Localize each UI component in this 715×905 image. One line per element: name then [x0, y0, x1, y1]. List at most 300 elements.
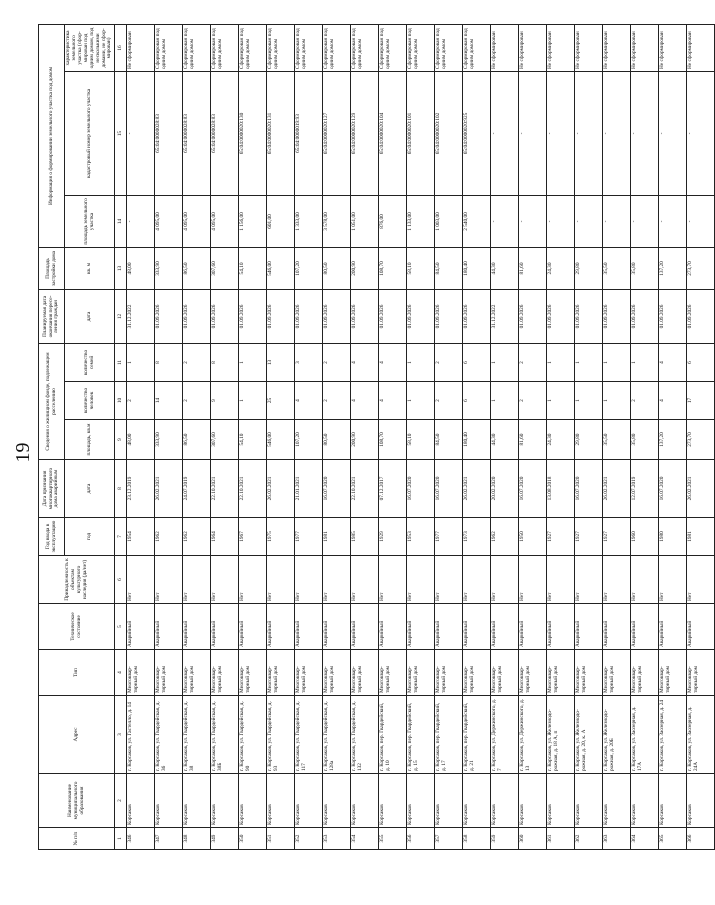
families-cell: 13 [267, 343, 295, 381]
building-area-cell: 307,60 [211, 247, 239, 289]
tech-state-cell: Аварийный [323, 604, 351, 650]
plan-date-cell: 01.09.2026 [295, 289, 323, 343]
people-cell: 1 [547, 382, 575, 420]
tech-state-cell: Аварийный [603, 604, 631, 650]
plan-date-cell: 01.09.2026 [155, 289, 183, 343]
building-area-cell: 29,80 [575, 247, 603, 289]
families-cell: 6 [463, 343, 491, 381]
type-cell: Многоквартирный дом [519, 650, 547, 696]
land-area-cell: 4 095,00 [183, 195, 211, 247]
municipality-cell: Корсаков [603, 774, 631, 828]
year-cell: 1962 [183, 518, 211, 556]
address-cell: г. Корсаков, ул. Гвардейская, д. 132 [351, 696, 379, 774]
column-number: 7 [115, 518, 127, 556]
recognition-date-cell: 16.07.2020 [519, 460, 547, 518]
building-area-cell: 333,90 [155, 247, 183, 289]
type-cell: Многоквартирный дом [575, 650, 603, 696]
people-cell: 4 [379, 382, 407, 420]
cadastral-cell: - [491, 71, 519, 195]
recognition-date-cell: 23.12.2019 [127, 460, 155, 518]
address-cell: г. Корсаков, пер. Гвардейский, д. 21 [463, 696, 491, 774]
heritage-cell: Нет [267, 556, 295, 604]
area-cell: 35,80 [631, 420, 659, 460]
cadastral-cell: 65:04:0000020:129 [351, 71, 379, 195]
municipality-cell: Корсаков [351, 774, 379, 828]
recognition-date-cell: 12.07.2019 [631, 460, 659, 518]
year-cell: 1950 [519, 518, 547, 556]
address-cell: г. Корсаков, пер. Гвардейский, д. 17 [435, 696, 463, 774]
type-cell: Многоквартирный дом [547, 650, 575, 696]
people-cell: 2 [183, 382, 211, 420]
plan-date-cell: 01.09.2026 [323, 289, 351, 343]
area-cell: 35,50 [603, 420, 631, 460]
people-cell: 14 [155, 382, 183, 420]
land-area-cell: 876,00 [379, 195, 407, 247]
plan-date-cell: 01.09.2026 [239, 289, 267, 343]
building-area-cell: 137,20 [659, 247, 687, 289]
recognition-date-cell: 26.02.2021 [687, 460, 715, 518]
heritage-cell: Нет [631, 556, 659, 604]
families-cell: 6 [687, 343, 715, 381]
heritage-cell: Нет [407, 556, 435, 604]
address-cell: г. Корсаков, пер. Гвардейский, д. 15 [407, 696, 435, 774]
column-number: 13 [115, 247, 127, 289]
land-status-cell: Сформирован под одним домом [295, 24, 323, 71]
land-area-cell: - [603, 195, 631, 247]
cadastral-cell: 65:04:0000028:83 [183, 71, 211, 195]
column-number: 6 [115, 556, 127, 604]
year-cell: 1927 [575, 518, 603, 556]
land-status-cell: Сформирован под одним домом [239, 24, 267, 71]
table-row [323, 24, 351, 849]
land-status-cell: Сформирован под одним домом [211, 24, 239, 71]
families-cell: 1 [631, 343, 659, 381]
address-cell: г. Корсаков, ул. Заозерная, д. 24А [687, 696, 715, 774]
area-cell: 80,50 [323, 420, 351, 460]
year-cell: 1967 [239, 518, 267, 556]
area-cell: 86,50 [183, 420, 211, 460]
people-cell: 2 [435, 382, 463, 420]
plan-date-cell: 01.09.2026 [575, 289, 603, 343]
row-number: 362 [575, 828, 603, 850]
area-cell: 44,30 [491, 420, 519, 460]
people-cell: 1 [575, 382, 603, 420]
address-cell: г. Корсаков, ул. Железнодорожная, д. 20, к. А [575, 696, 603, 774]
type-cell: Многоквартирный дом [407, 650, 435, 696]
tech-state-cell: Аварийный [547, 604, 575, 650]
type-cell: Многоквартирный дом [491, 650, 519, 696]
header-land-status: характеристика земельного участка (сформирован под одним домом, под несколькими домами, не сформирован) [65, 24, 115, 71]
recognition-date-cell: 22.10.2021 [239, 460, 267, 518]
address-cell: г. Корсаков, ул. Заозерная, д. 17А [631, 696, 659, 774]
building-area-cell: 44,30 [491, 247, 519, 289]
area-cell: 81,60 [519, 420, 547, 460]
table-row [547, 24, 575, 849]
type-cell: Многоквартирный дом [435, 650, 463, 696]
tech-state-cell: Аварийный [267, 604, 295, 650]
address-cell: г. Корсаков, ул. Гвардейская, д. 36 [155, 696, 183, 774]
heritage-cell: Нет [379, 556, 407, 604]
building-area-cell: 35,80 [631, 247, 659, 289]
address-cell: г. Корсаков, ул. Держинского, д. 7 [491, 696, 519, 774]
year-cell: 1964 [211, 518, 239, 556]
column-number: 2 [115, 774, 127, 828]
municipality-cell: Корсаков [435, 774, 463, 828]
row-number: 364 [631, 828, 659, 850]
area-cell: 180,40 [463, 420, 491, 460]
tech-state-cell: Аварийный [351, 604, 379, 650]
table-row [407, 24, 435, 849]
plan-date-cell: 31.12.2022 [491, 289, 519, 343]
table-row [267, 24, 295, 849]
year-cell: 1981 [323, 518, 351, 556]
housing-register-table [38, 24, 715, 850]
type-cell: Многоквартирный дом [295, 650, 323, 696]
land-status-cell: Не сформирован [127, 24, 155, 71]
building-area-cell: 84,50 [435, 247, 463, 289]
land-status-cell: Не сформирован [659, 24, 687, 71]
column-number-row [115, 24, 127, 849]
recognition-date-cell: 16.07.2020 [407, 460, 435, 518]
cadastral-cell: 65:04:0000028:83 [155, 71, 183, 195]
column-number: 9 [115, 420, 127, 460]
cadastral-cell: 65:04:0000020:130 [239, 71, 267, 195]
type-cell: Многоквартирный дом [155, 650, 183, 696]
land-area-cell: 1 133,00 [407, 195, 435, 247]
families-cell: 8 [211, 343, 239, 381]
row-number: 352 [295, 828, 323, 850]
land-area-cell: - [491, 195, 519, 247]
year-cell: 1975 [267, 518, 295, 556]
land-status-cell: Не сформирован [547, 24, 575, 71]
address-cell: г. Корсаков, пер. Гвардейский, д. 10 [379, 696, 407, 774]
area-cell: 84,50 [435, 420, 463, 460]
land-status-cell: Не сформирован [603, 24, 631, 71]
land-area-cell: 4 095,00 [211, 195, 239, 247]
table-row [631, 24, 659, 849]
families-cell: 1 [239, 343, 267, 381]
families-cell: 2 [323, 343, 351, 381]
row-number: 360 [519, 828, 547, 850]
area-cell: 200,90 [351, 420, 379, 460]
row-number: 355 [379, 828, 407, 850]
heritage-cell: Нет [659, 556, 687, 604]
tech-state-cell: Аварийный [659, 604, 687, 650]
land-area-cell: - [519, 195, 547, 247]
building-area-cell: 48,00 [127, 247, 155, 289]
heritage-cell: Нет [127, 556, 155, 604]
municipality-cell: Корсаков [463, 774, 491, 828]
address-cell: г. Корсаков, ул. Заозерная, д. 24 [659, 696, 687, 774]
plan-date-cell: 01.09.2026 [631, 289, 659, 343]
land-area-cell: - [547, 195, 575, 247]
column-number: 1 [115, 828, 127, 850]
cadastral-cell: 65:04:0000020:101 [407, 71, 435, 195]
row-number: 354 [351, 828, 379, 850]
land-status-cell: Сформирован под одним домом [435, 24, 463, 71]
tech-state-cell: Аварийный [435, 604, 463, 650]
year-cell: 1954 [127, 518, 155, 556]
table-row [211, 24, 239, 849]
row-number: 366 [687, 828, 715, 850]
heritage-cell: Нет [603, 556, 631, 604]
tech-state-cell: Аварийный [183, 604, 211, 650]
column-number: 3 [115, 696, 127, 774]
tech-state-cell: Аварийный [631, 604, 659, 650]
recognition-date-cell: 21.01.2021 [295, 460, 323, 518]
municipality-cell: Корсаков [407, 774, 435, 828]
row-number: 356 [407, 828, 435, 850]
area-cell: 58,10 [407, 420, 435, 460]
header-municipality: Наименование муниципального образования [39, 774, 115, 828]
row-number: 347 [155, 828, 183, 850]
area-cell: 24,30 [547, 420, 575, 460]
row-number: 358 [463, 828, 491, 850]
people-cell: 2 [323, 382, 351, 420]
heritage-cell: Нет [351, 556, 379, 604]
year-cell: 1927 [603, 518, 631, 556]
municipality-cell: Корсаков [379, 774, 407, 828]
row-number: 350 [239, 828, 267, 850]
municipality-cell: Корсаков [239, 774, 267, 828]
land-area-cell: 1 333,00 [295, 195, 323, 247]
people-cell: 4 [351, 382, 379, 420]
families-cell: 3 [295, 343, 323, 381]
municipality-cell: Корсаков [547, 774, 575, 828]
families-cell: 1 [407, 343, 435, 381]
recognition-date-cell: 16.07.2020 [659, 460, 687, 518]
heritage-cell: Нет [239, 556, 267, 604]
type-cell: Многоквартирный дом [659, 650, 687, 696]
cadastral-cell: 65:04:0000020:102 [435, 71, 463, 195]
recognition-date-cell: 20.02.2020 [491, 460, 519, 518]
column-number: 15 [115, 71, 127, 195]
type-cell: Многоквартирный дом [631, 650, 659, 696]
land-area-cell: - [575, 195, 603, 247]
people-cell: 25 [267, 382, 295, 420]
address-cell: г. Корсаков, ул. Держинского, д. 13 [519, 696, 547, 774]
header-num: № п/п [39, 828, 115, 850]
area-cell: 108,70 [379, 420, 407, 460]
page-number: 19 [12, 442, 34, 463]
land-area-cell: 601,00 [267, 195, 295, 247]
building-area-cell: 273,70 [687, 247, 715, 289]
tech-state-cell: Аварийный [575, 604, 603, 650]
building-area-cell: 180,40 [463, 247, 491, 289]
plan-date-cell: 01.09.2026 [379, 289, 407, 343]
tech-state-cell: Аварийный [687, 604, 715, 650]
area-cell: 107,20 [295, 420, 323, 460]
land-status-cell: Не сформирован [631, 24, 659, 71]
row-number: 359 [491, 828, 519, 850]
header-housing-group: Сведения о жилищном фонде, подлежащем расселению [39, 343, 65, 459]
building-area-cell: 58,10 [407, 247, 435, 289]
building-area-cell: 200,90 [351, 247, 379, 289]
recognition-date-cell: 26.02.2021 [603, 460, 631, 518]
cadastral-cell: 65:04:0000020:127 [323, 71, 351, 195]
table-row [491, 24, 519, 849]
header-building-sqm: кв. м [65, 247, 115, 289]
heritage-cell: Нет [491, 556, 519, 604]
land-area-cell: - [687, 195, 715, 247]
type-cell: Многоквартирный дом [239, 650, 267, 696]
land-area-cell: 1 051,00 [351, 195, 379, 247]
address-cell: г. Корсаков, ул. Железнодорожная, д. 18 А, п [547, 696, 575, 774]
header-land-group: Информация о формировании земельного участка под домом [39, 24, 65, 247]
building-area-cell: 86,50 [183, 247, 211, 289]
year-cell: 1962 [491, 518, 519, 556]
header-area: площадь, кв.м [65, 420, 115, 460]
municipality-cell: Корсаков [127, 774, 155, 828]
heritage-cell: Нет [687, 556, 715, 604]
row-number: 363 [603, 828, 631, 850]
plan-date-cell: 01.09.2026 [351, 289, 379, 343]
area-cell: 546,00 [267, 420, 295, 460]
type-cell: Многоквартирный дом [183, 650, 211, 696]
land-status-cell: Сформирован под одним домом [183, 24, 211, 71]
tech-state-cell: Аварийный [239, 604, 267, 650]
land-status-cell: Не сформирован [687, 24, 715, 71]
plan-date-cell: 01.09.2026 [183, 289, 211, 343]
tech-state-cell: Аварийный [407, 604, 435, 650]
land-area-cell: 1 003,00 [435, 195, 463, 247]
cadastral-cell: - [631, 71, 659, 195]
land-status-cell: Сформирован под одним домом [323, 24, 351, 71]
column-number: 16 [115, 24, 127, 71]
families-cell: 2 [183, 343, 211, 381]
row-number: 353 [323, 828, 351, 850]
area-cell: 137,20 [659, 420, 687, 460]
plan-date-cell: 01.09.2026 [519, 289, 547, 343]
municipality-cell: Корсаков [631, 774, 659, 828]
tech-state-cell: Аварийный [211, 604, 239, 650]
area-cell: 29,80 [575, 420, 603, 460]
tech-state-cell: Аварийный [463, 604, 491, 650]
land-area-cell: - [659, 195, 687, 247]
year-cell: 1985 [351, 518, 379, 556]
building-area-cell: 80,50 [323, 247, 351, 289]
people-cell: 1 [239, 382, 267, 420]
plan-date-cell: 01.09.2026 [547, 289, 575, 343]
people-cell: 17 [687, 382, 715, 420]
type-cell: Многоквартирный дом [127, 650, 155, 696]
people-cell: 4 [295, 382, 323, 420]
header-land-area: площадь земельного участка [65, 195, 115, 247]
land-status-cell: Сформирован под одним домом [267, 24, 295, 71]
municipality-cell: Корсаков [211, 774, 239, 828]
cadastral-cell: 65:04:0000020:104 [379, 71, 407, 195]
year-cell: 1981 [687, 518, 715, 556]
header-families: количество семей [65, 343, 115, 381]
land-status-cell: Сформирован под одним домом [351, 24, 379, 71]
recognition-date-cell: 16.07.2020 [575, 460, 603, 518]
recognition-date-cell: 22.10.2021 [211, 460, 239, 518]
row-number: 351 [267, 828, 295, 850]
tech-state-cell: Аварийный [155, 604, 183, 650]
plan-date-cell: 01.09.2026 [211, 289, 239, 343]
table-row [519, 24, 547, 849]
families-cell: 8 [155, 343, 183, 381]
municipality-cell: Корсаков [575, 774, 603, 828]
building-area-cell: 107,20 [295, 247, 323, 289]
families-cell: 1 [603, 343, 631, 381]
heritage-cell: Нет [575, 556, 603, 604]
header-cadastral: кадастровый номер земельного участка [65, 71, 115, 195]
cadastral-cell: 65:04:0000019:93 [295, 71, 323, 195]
recognition-date-cell: 26.02.2021 [267, 460, 295, 518]
recognition-date-cell: 22.10.2021 [351, 460, 379, 518]
land-area-cell: 2 540,00 [463, 195, 491, 247]
families-cell: 4 [379, 343, 407, 381]
area-cell: 273,70 [687, 420, 715, 460]
people-cell: 4 [659, 382, 687, 420]
tech-state-cell: Аварийный [519, 604, 547, 650]
header-people: количество человек [65, 382, 115, 420]
heritage-cell: Нет [435, 556, 463, 604]
year-cell: 1927 [547, 518, 575, 556]
year-cell: 1977 [295, 518, 323, 556]
recognition-date-cell: 26.02.2021 [463, 460, 491, 518]
header-year-group: Год ввода в эксплуатацию [39, 518, 65, 556]
header-type: Тип [39, 650, 115, 696]
building-area-cell: 54,10 [239, 247, 267, 289]
header-tech-state: Техническое состояние [39, 604, 115, 650]
table-row [379, 24, 407, 849]
families-cell: 4 [351, 343, 379, 381]
type-cell: Многоквартирный дом [687, 650, 715, 696]
people-cell: 2 [127, 382, 155, 420]
cadastral-cell: - [659, 71, 687, 195]
table-row [435, 24, 463, 849]
row-number: 346 [127, 828, 155, 850]
people-cell: 9 [211, 382, 239, 420]
land-area-cell: 1 156,00 [239, 195, 267, 247]
column-number: 5 [115, 604, 127, 650]
land-status-cell: Сформирован под одним домом [155, 24, 183, 71]
type-cell: Многоквартирный дом [267, 650, 295, 696]
recognition-date-cell: 16.07.2020 [323, 460, 351, 518]
tech-state-cell: Аварийный [127, 604, 155, 650]
heritage-cell: Нет [183, 556, 211, 604]
year-cell: 1929 [379, 518, 407, 556]
land-status-cell: Сформирован под одним домом [379, 24, 407, 71]
people-cell: 2 [519, 382, 547, 420]
heritage-cell: Нет [211, 556, 239, 604]
heritage-cell: Нет [323, 556, 351, 604]
municipality-cell: Корсаков [519, 774, 547, 828]
heritage-cell: Нет [547, 556, 575, 604]
plan-date-cell: 01.09.2026 [407, 289, 435, 343]
tech-state-cell: Аварийный [491, 604, 519, 650]
land-status-cell: Сформирован под одним домом [463, 24, 491, 71]
row-number: 349 [211, 828, 239, 850]
year-cell: 1960 [631, 518, 659, 556]
families-cell: 2 [519, 343, 547, 381]
column-number: 12 [115, 289, 127, 343]
cadastral-cell: - [127, 71, 155, 195]
table-row [155, 24, 183, 849]
type-cell: Многоквартирный дом [603, 650, 631, 696]
table-row [183, 24, 211, 849]
heritage-cell: Нет [155, 556, 183, 604]
type-cell: Многоквартирный дом [463, 650, 491, 696]
people-cell: 1 [407, 382, 435, 420]
people-cell: 1 [491, 382, 519, 420]
table-row [687, 24, 715, 849]
row-number: 348 [183, 828, 211, 850]
cadastral-cell: 65:04:0000020:925 [463, 71, 491, 195]
year-cell: 1973 [463, 518, 491, 556]
